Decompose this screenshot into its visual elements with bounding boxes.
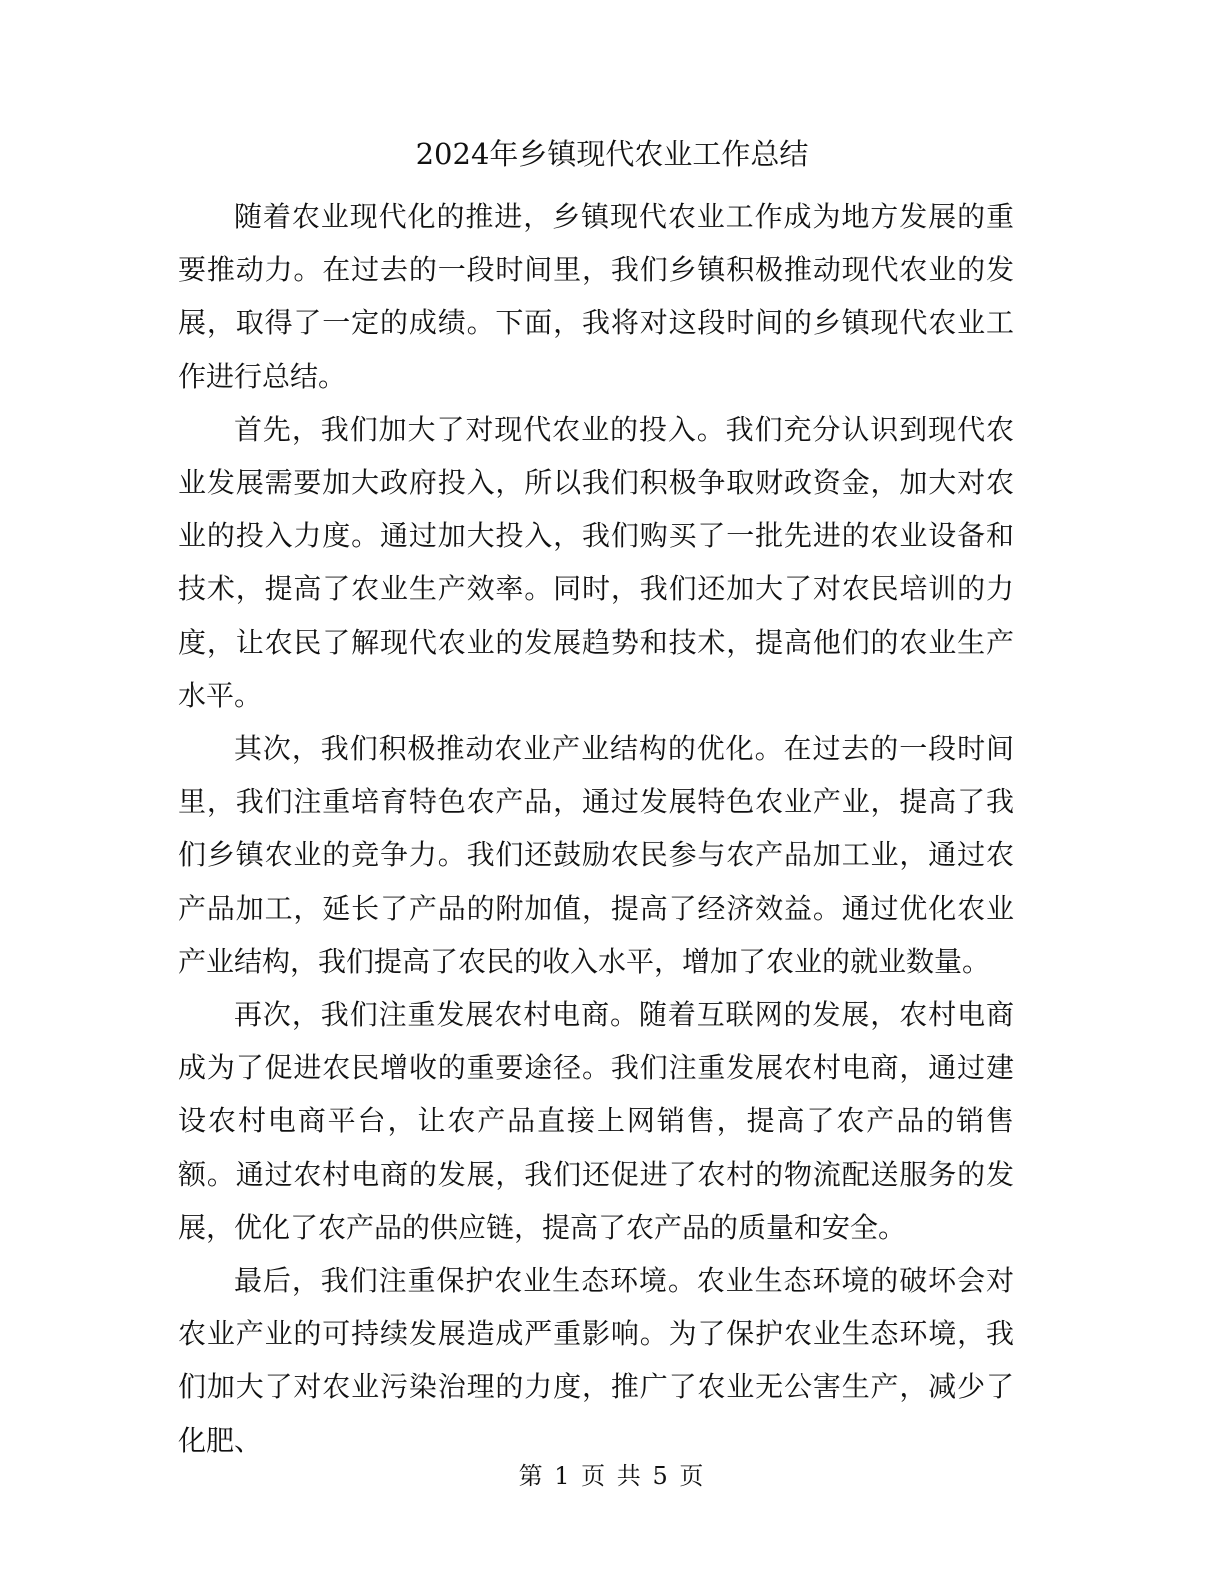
paragraph-intro: 随着农业现代化的推进，乡镇现代农业工作成为地方发展的重要推动力。在过去的一段时间里，我们乡镇积极推动现代农业的发展，取得了一定的成绩。下面，我将对这段时间的乡镇现代农业工作进行总结。: [178, 200, 1014, 393]
page-number-footer: 第 1 页 共 5 页: [518, 1462, 706, 1490]
paragraph-industry-structure: 其次，我们积极推动农业产业结构的优化。在过去的一段时间里，我们注重培育特色农产品，通过发展特色农业产业，提高了我们乡镇农业的竞争力。我们还鼓励农民参与农产品加工业，通过农产品加工，延长了产品的附加值，提高了经济效益。通过优化农业产业结构，我们提高了农民的收入水平，增加了农业的就业数量。: [178, 732, 1014, 978]
document-title: 2024年乡镇现代农业工作总结: [415, 137, 809, 171]
paragraph-investment: 首先，我们加大了对现代农业的投入。我们充分认识到现代农业发展需要加大政府投入，所以我们积极争取财政资金，加大对农业的投入力度。通过加大投入，我们购买了一批先进的农业设备和技术，提高了农业生产效率。同时，我们还加大了对农民培训的力度，让农民了解现代农业的发展趋势和技术，提高他们的农业生产水平。: [178, 412, 1014, 712]
paragraph-ecology: 最后，我们注重保护农业生态环境。农业生态环境的破坏会对农业产业的可持续发展造成严重影响。为了保护农业生态环境，我们加大了对农业污染治理的力度，推广了农业无公害生产，减少了化肥、: [178, 1264, 1014, 1457]
document-body: [178, 190, 1014, 1467]
paragraph-rural-ecommerce: 再次，我们注重发展农村电商。随着互联网的发展，农村电商成为了促进农民增收的重要途径。我们注重发展农村电商，通过建设农村电商平台，让农产品直接上网销售，提高了农产品的销售额。通过农村电商的发展，我们还促进了农村的物流配送服务的发展，优化了农产品的供应链，提高了农产品的质量和安全。: [178, 998, 1014, 1244]
